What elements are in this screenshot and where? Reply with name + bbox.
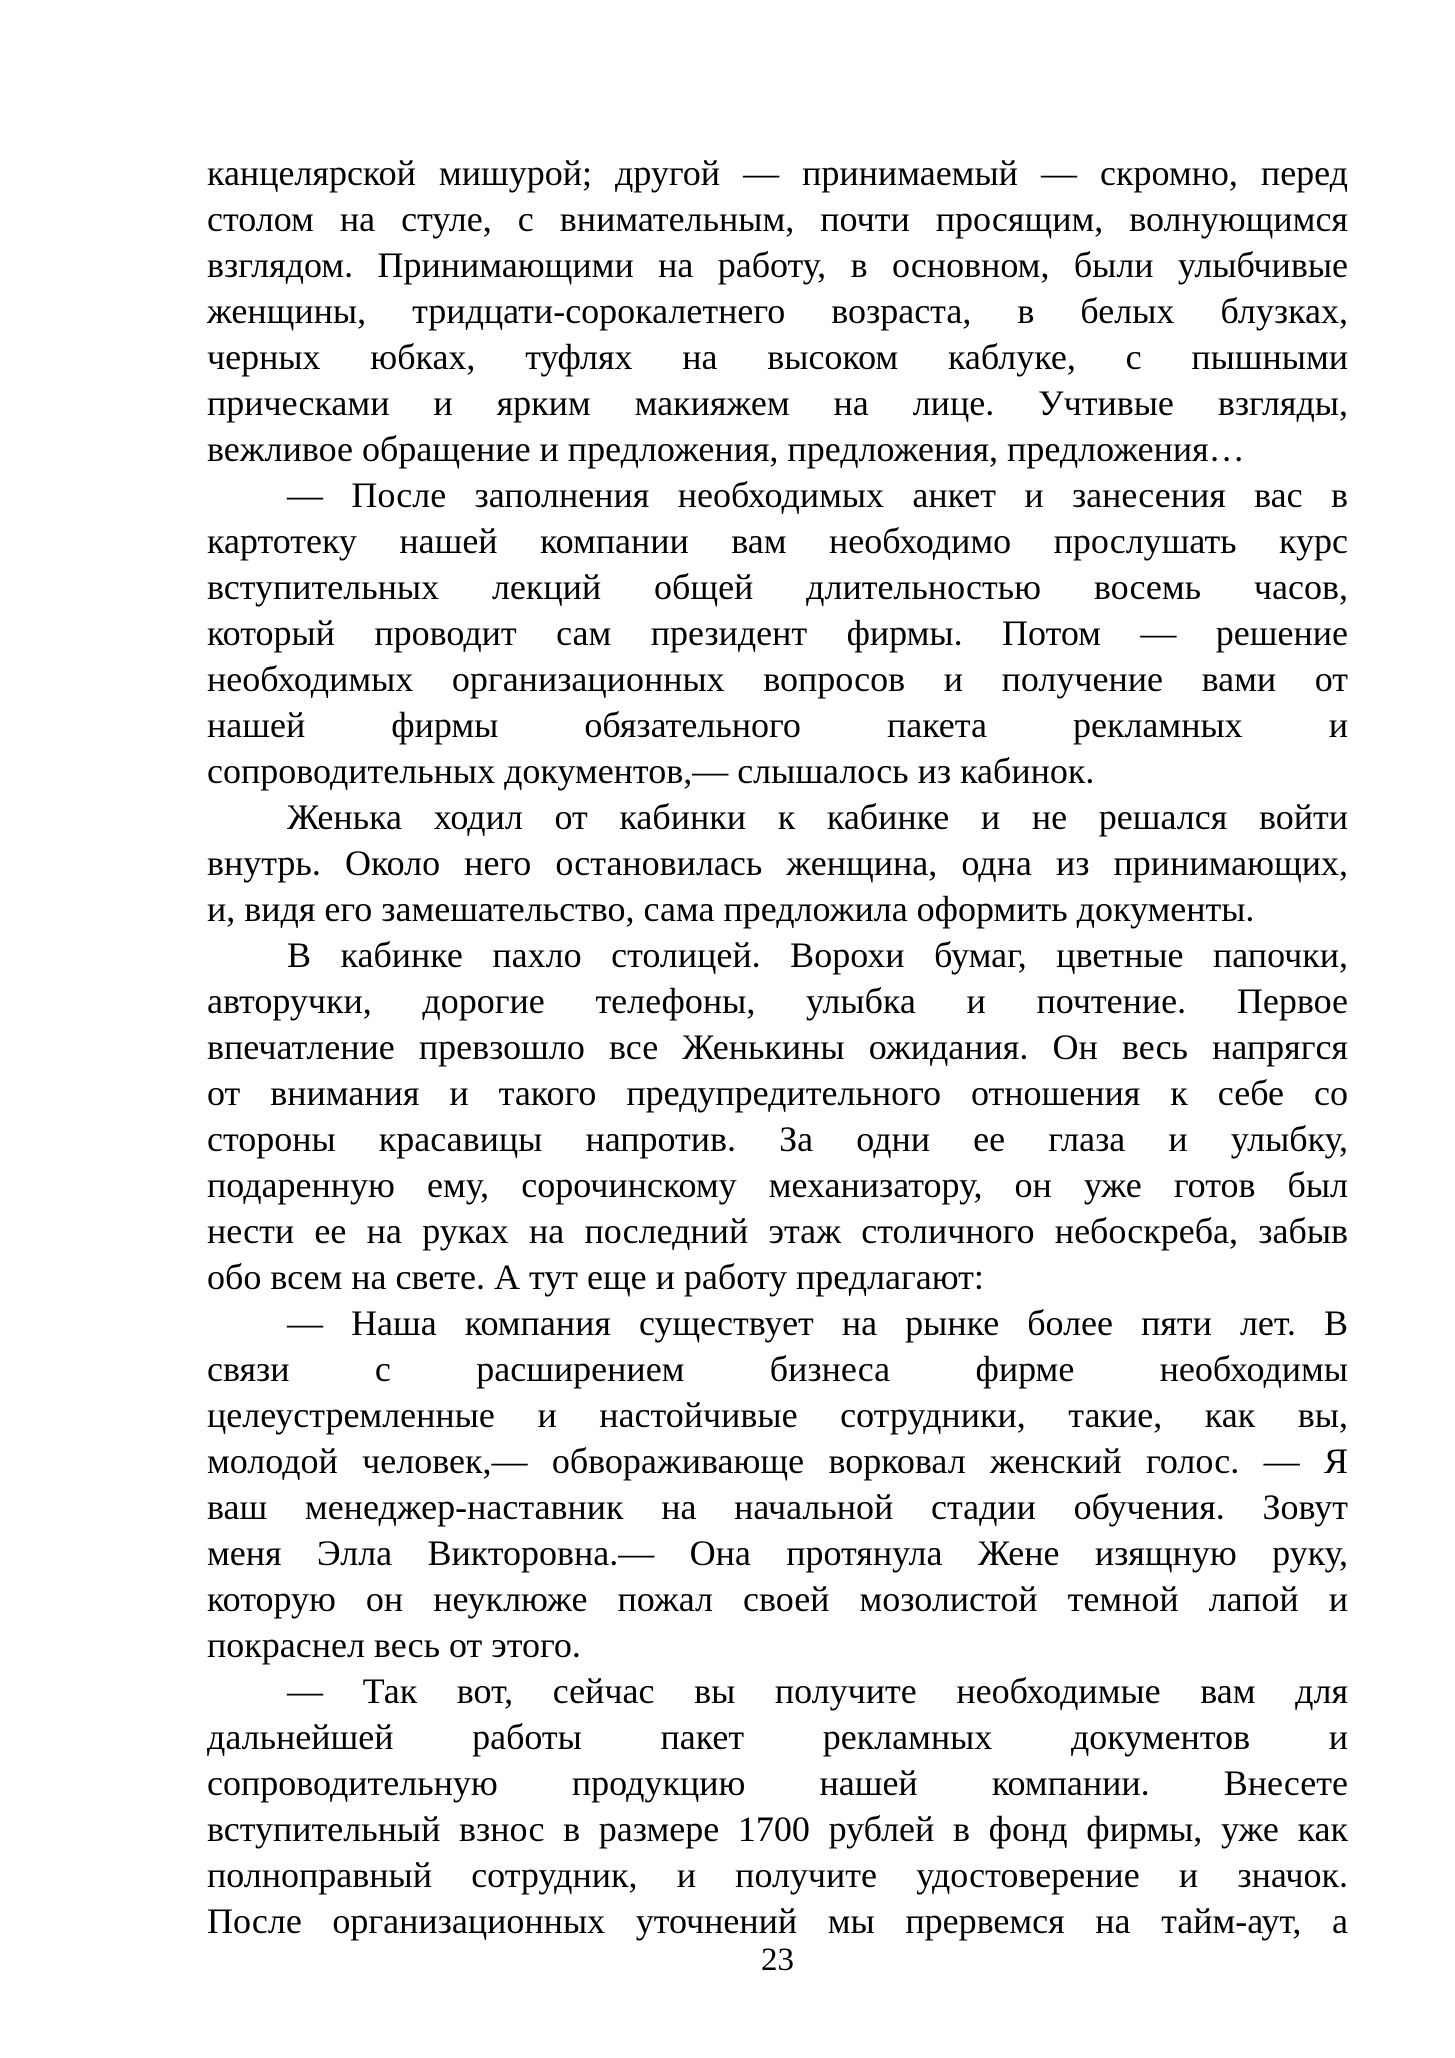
text-line: впечатление превзошло все Женькины ожидания. Он весь напрягся (207, 1027, 1348, 1067)
text-line: стороны красавицы напротив. За одни ее глаза и улыбку, (207, 1119, 1348, 1159)
text-line: прическами и ярким макияжем на лице. Учтивые взгляды, (207, 383, 1348, 423)
text-line: который проводит сам президент фирмы. Потом — решение (207, 613, 1348, 653)
text-line: — Наша компания существует на рынке более пяти лет. В (287, 1303, 1348, 1343)
text-line: нашей фирмы обязательного пакета рекламных и (207, 705, 1348, 745)
text-line: авторучки, дорогие телефоны, улыбка и почтение. Первое (207, 981, 1348, 1021)
text-line: молодой человек,— обвораживающе ворковал женский голос. — Я (207, 1441, 1348, 1481)
text-line: картотеку нашей компании вам необходимо прослушать курс (207, 521, 1348, 561)
text-line: которую он неуклюже пожал своей мозолистой темной лапой и (207, 1579, 1348, 1619)
text-line: меня Элла Викторовна.— Она протянула Жене изящную руку, (207, 1533, 1348, 1573)
text-line: вежливое обращение и предложения, предложения, предложения… (207, 429, 1245, 469)
text-line: необходимых организационных вопросов и получение вами от (207, 659, 1348, 699)
text-line: вступительный взнос в размере 1700 рублей в фонд фирмы, уже как (207, 1809, 1348, 1849)
text-line: сопроводительных документов,— слышалось из кабинок. (207, 751, 1095, 791)
text-line: и, видя его замешательство, сама предложила оформить документы. (207, 889, 1255, 929)
text-line: обо всем на свете. А тут еще и работу предлагают: (207, 1257, 984, 1297)
text-line: внутрь. Около него остановилась женщина, одна из принимающих, (207, 843, 1348, 883)
text-line: взглядом. Принимающими на работу, в основном, были улыбчивые (207, 245, 1348, 285)
text-block (207, 150, 1348, 1944)
text-line: женщины, тридцати-сорокалетнего возраста, в белых блузках, (207, 291, 1348, 331)
text-line: целеустремленные и настойчивые сотрудники, такие, как вы, (207, 1395, 1348, 1435)
text-line: дальнейшей работы пакет рекламных документов и (207, 1717, 1348, 1757)
text-line: В кабинке пахло столицей. Ворохи бумаг, цветные папочки, (287, 935, 1348, 975)
text-line: — После заполнения необходимых анкет и занесения вас в (287, 475, 1348, 515)
text-line: покраснел весь от этого. (207, 1625, 581, 1665)
text-line: После организационных уточнений мы прервемся на тайм-аут, а (207, 1901, 1348, 1941)
text-line: от внимания и такого предупредительного отношения к себе со (207, 1073, 1348, 1113)
text-line: канцелярской мишурой; другой — принимаемый — скромно, перед (207, 153, 1348, 193)
text-line: нести ее на руках на последний этаж столичного небоскреба, забыв (207, 1211, 1348, 1251)
text-line: связи с расширением бизнеса фирме необходимы (207, 1349, 1348, 1389)
page-number: 23 (761, 1942, 794, 1978)
text-line: Женька ходил от кабинки к кабинке и не решался войти (287, 797, 1348, 837)
text-line: полноправный сотрудник, и получите удостоверение и значок. (207, 1855, 1348, 1895)
text-line: вступительных лекций общей длительностью восемь часов, (207, 567, 1348, 607)
text-line: столом на стуле, с внимательным, почти просящим, волнующимся (207, 199, 1348, 239)
text-line: ваш менеджер-наставник на начальной стадии обучения. Зовут (207, 1487, 1348, 1527)
text-line: сопроводительную продукцию нашей компании. Внесете (207, 1763, 1348, 1803)
text-line: — Так вот, сейчас вы получите необходимые вам для (287, 1671, 1348, 1711)
text-line: подаренную ему, сорочинскому механизатору, он уже готов был (207, 1165, 1348, 1205)
text-line: черных юбках, туфлях на высоком каблуке, с пышными (207, 337, 1348, 377)
